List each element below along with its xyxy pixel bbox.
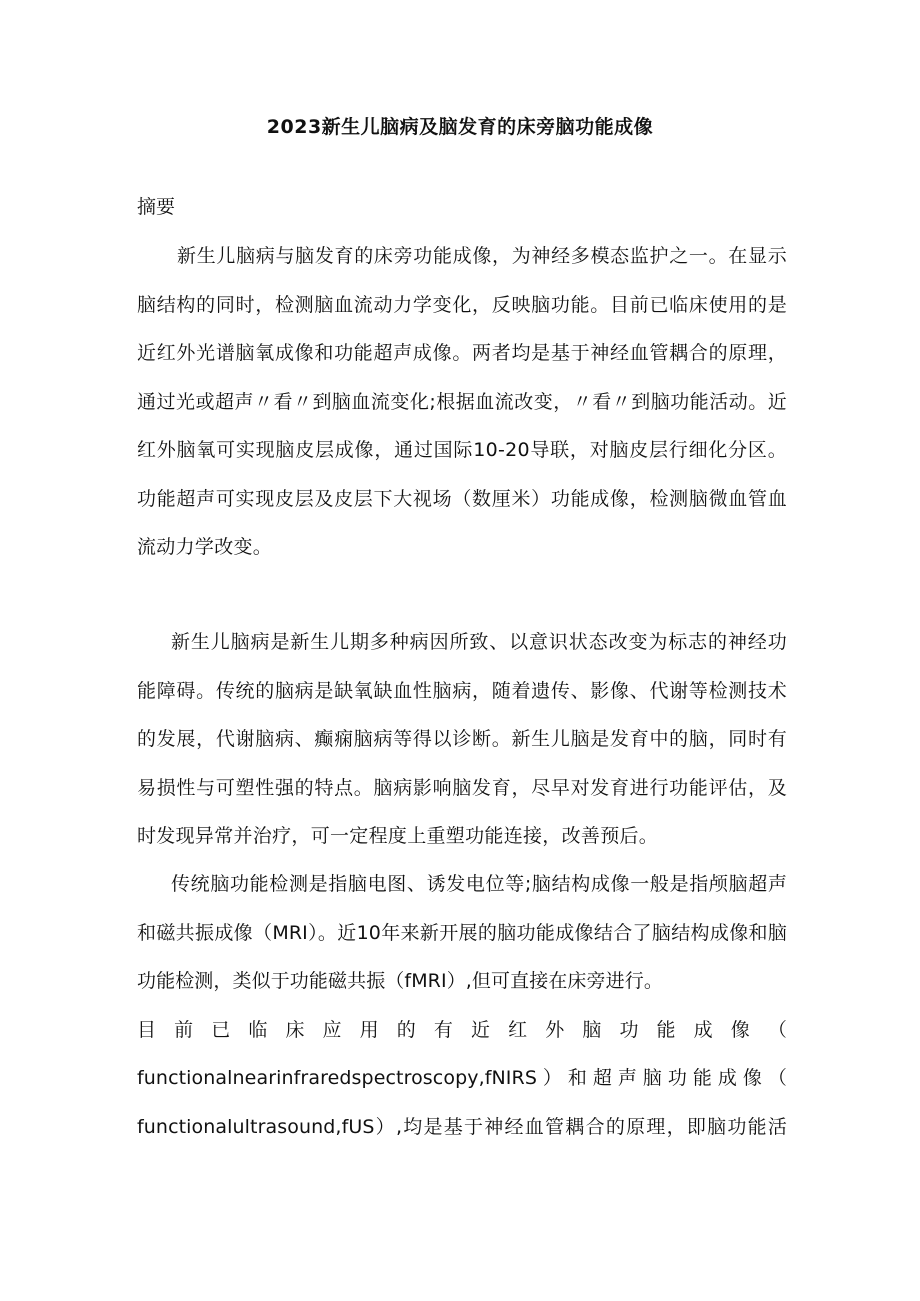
document-title: 2023新生儿脑病及脑发育的床旁脑功能成像: [266, 116, 654, 138]
body-paragraph-2-part-c: functionalnearinfraredspectroscopy,fNIRS）和超声脑功能成像（: [137, 1067, 787, 1089]
body-paragraph-2-part-d: functionalultrasound,fUS）,均是基于神经血管耦合的原理，即脑功能活: [137, 1115, 787, 1138]
body-paragraph-2-part-a: 传统脑功能检测是指脑电图、诱发电位等;脑结构成像一般是指颅脑超声和磁共振成像（MRI）。近10年来新开展的脑功能成像结合了脑结构成像和脑功能检测，类似于功能磁共振（fMRI）,但可直接在床旁进行。: [137, 873, 787, 992]
body-paragraph-1: 新生儿脑病是新生儿期多种病因所致、以意识状态改变为标志的神经功能障碍。传统的脑病是缺氧缺血性脑病，随着遗传、影像、代谢等检测技术的发展，代谢脑病、癫痫脑病等得以诊断。新生儿脑是发育中的脑，同时有易损性与可塑性强的特点。脑病影响脑发育，尽早对发育进行功能评估，及时发现异常并治疗，可一定程度上重塑功能连接，改善预后。: [137, 631, 787, 847]
body-paragraph-2-part-b: 目前已临床应用的有近红外脑功能成像（: [137, 1018, 787, 1041]
abstract-heading: 摘要: [137, 196, 176, 218]
abstract-paragraph: 新生儿脑病与脑发育的床旁功能成像，为神经多模态监护之一。在显示脑结构的同时，检测脑血流动力学变化，反映脑功能。目前已临床使用的是近红外光谱脑氧成像和功能超声成像。两者均是基于神经血管耦合的原理，通过光或超声〃看〃到脑血流变化;根据血流改变，〃看〃到脑功能活动。近红外脑氧可实现脑皮层成像，通过国际10-20导联，对脑皮层行细化分区。功能超声可实现皮层及皮层下大视场（数厘米）功能成像，检测脑微血管血流动力学改变。: [137, 245, 787, 558]
body-paragraph-2: [137, 860, 787, 1151]
